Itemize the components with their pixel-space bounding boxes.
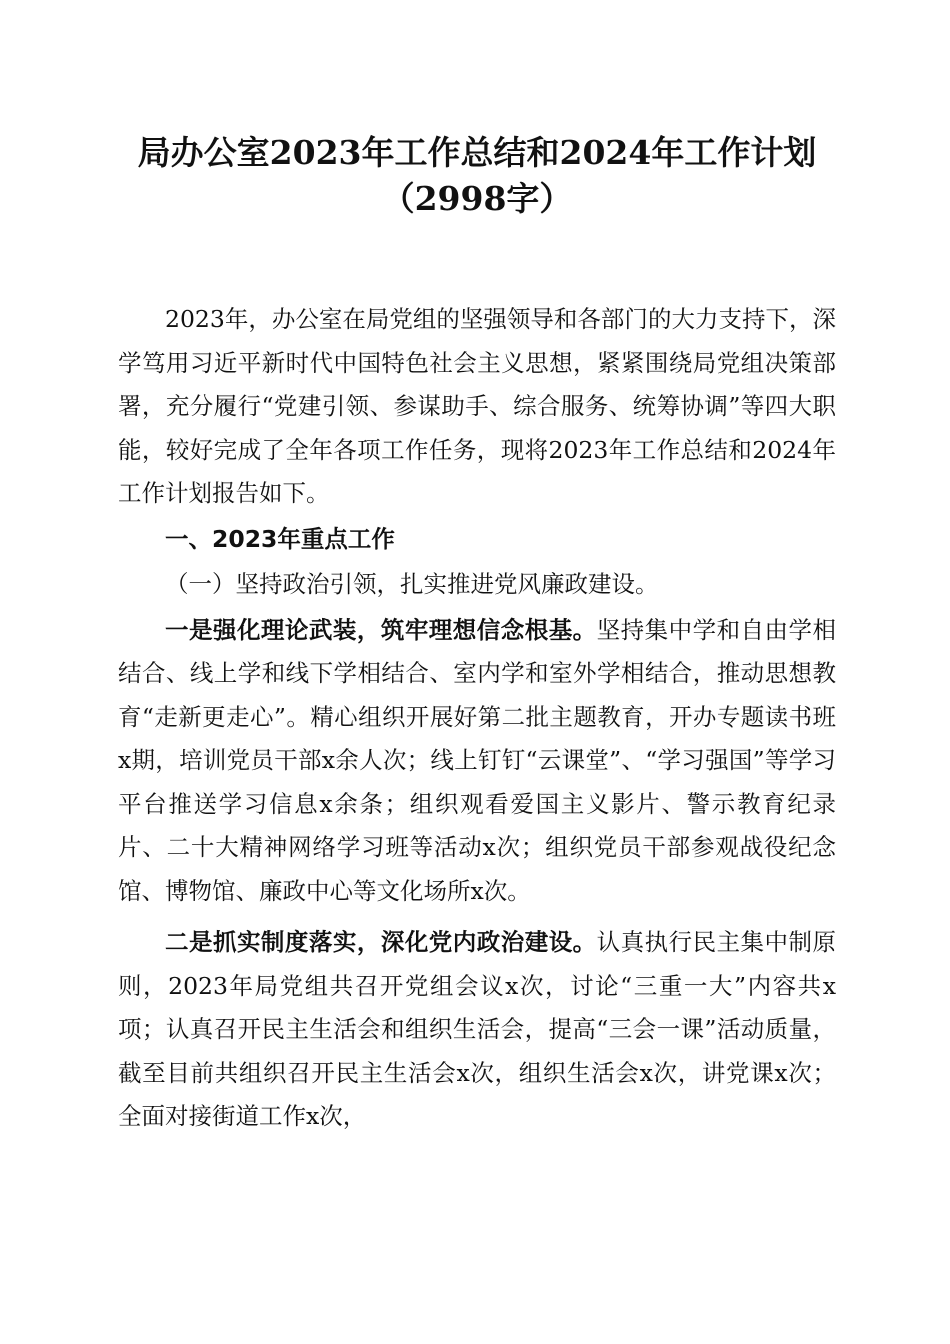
document-title [118, 130, 836, 222]
section-heading-1: 一、2023年重点工作 [165, 524, 395, 553]
title-line-1: 局办公室2023年工作总结和2024年工作计划 [137, 133, 817, 172]
paragraph-1-body: 坚持集中学和自由学相结合、线上学和线下学相结合、室内学和室外学相结合，推动思想教育“走新更走心”。精心组织开展好第二批主题教育，开办专题读书班x期，培训党员干部x余人次；线上钉钉“云课堂”、“学习强国”等学习平台推送学习信息x余条；组织观看爱国主义影片、警示教育纪录片、二十大精神网络学习班等活动x次；组织党员干部参观战役纪念馆、博物馆、廉政中心等文化场所x次。 [118, 615, 837, 905]
document-page [118, 130, 836, 1139]
subsection-heading-1: （一）坚持政治引领，扎实推进党风廉政建设。 [165, 570, 659, 598]
document-body [118, 298, 836, 1139]
paragraph-2 [118, 921, 836, 1139]
paragraph-1 [118, 609, 836, 914]
intro-paragraph: 2023年，办公室在局党组的坚强领导和各部门的大力支持下，深学笃用习近平新时代中国特色社会主义思想，紧紧围绕局党组决策部署，充分履行“党建引领、参谋助手、综合服务、统筹协调”等四大职能，较好完成了全年各项工作任务，现将2023年工作总结和2024年工作计划报告如下。 [118, 305, 836, 507]
paragraph-1-lead: 一是强化理论武装，筑牢理想信念根基。 [165, 615, 597, 644]
title-line-2: （2998字） [381, 179, 573, 218]
paragraph-2-lead: 二是抓实制度落实，深化党内政治建设。 [165, 928, 597, 956]
paragraph-2-body: 认真执行民主集中制原则，2023年局党组共召开党组会议x次，讨论“三重一大”内容共x项；认真召开民主生活会和组织生活会，提高“三会一课”活动质量，截至目前共组织召开民主生活会x次，组织生活会x次，讲党课x次；全面对接街道工作x次， [118, 928, 837, 1130]
